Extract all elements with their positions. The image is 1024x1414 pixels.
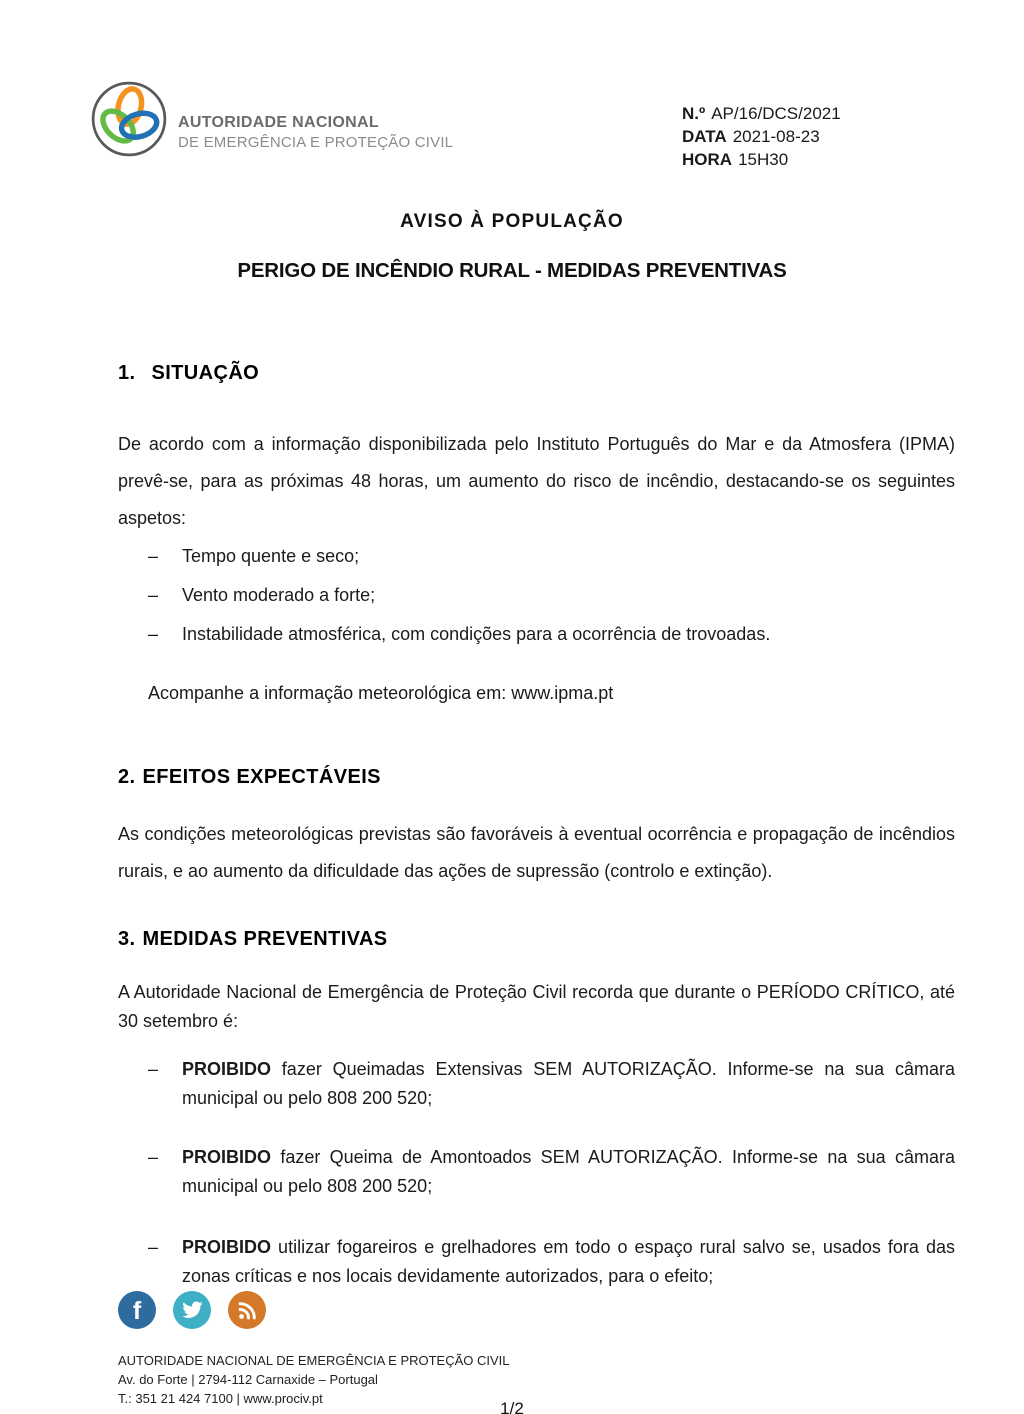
prohibition-keyword: PROIBIDO	[182, 1237, 272, 1257]
section-3-paragraph: A Autoridade Nacional de Emergência de Proteção Civil recorda que durante o PERÍODO CRÍTICO, até 30 setembro é:	[118, 982, 955, 1031]
bullet-text: Tempo quente e seco;	[182, 546, 360, 566]
meta-number-row	[682, 102, 841, 125]
section-3-number: 3.	[118, 928, 136, 950]
list-item	[118, 615, 955, 654]
document-subtitle: PERIGO DE INCÊNDIO RURAL - MEDIDAS PREVENTIVAS	[237, 259, 787, 282]
facebook-icon[interactable]	[118, 1291, 156, 1329]
dash-bullet-icon: –	[148, 624, 159, 644]
prociv-link[interactable]: www.prociv.pt	[243, 1391, 323, 1406]
org-name-line2: DE EMERGÊNCIA E PROTEÇÃO CIVIL	[178, 134, 454, 151]
section-1-title: SITUAÇÃO	[151, 362, 260, 384]
dash-bullet-icon: –	[148, 585, 159, 605]
section-3-title: MEDIDAS PREVENTIVAS	[142, 928, 388, 950]
meta-date-row	[682, 125, 841, 148]
ipma-link[interactable]: www.ipma.pt	[511, 683, 614, 703]
list-item	[118, 576, 955, 615]
meta-time-label: HORA	[682, 150, 733, 169]
meta-time-value: 15H30	[738, 150, 789, 169]
bullet-text: Instabilidade atmosférica, com condições para a ocorrência de trovoadas.	[182, 624, 771, 644]
trefoil-knot-icon	[90, 80, 168, 158]
page-number: 1/2	[500, 1399, 524, 1414]
org-name	[178, 113, 453, 153]
prohibition-text: utilizar fogareiros e grelhadores em todo o espaço rural salvo se, usados fora das zonas críticas e nos locais devidamente autorizados, para o efeito;	[182, 1237, 955, 1286]
prohibition-item	[118, 1143, 955, 1201]
section-1-heading	[118, 360, 955, 386]
org-name-line1: AUTORIDADE NACIONAL	[178, 114, 379, 131]
document-title: AVISO À POPULAÇÃO	[400, 211, 624, 232]
prohibition-keyword: PROIBIDO	[182, 1059, 272, 1079]
dash-bullet-icon: –	[148, 1147, 159, 1167]
section-1-paragraph: De acordo com a informação disponibilizada pelo Instituto Português do Mar e da Atmosfera (IPMA) prevê-se, para as próximas 48 horas, um aumento do risco de incêndio, destacando-se os seguintes aspetos:	[118, 434, 955, 528]
list-item	[118, 537, 955, 576]
section-2-heading	[118, 764, 955, 790]
dash-bullet-icon: –	[148, 546, 159, 566]
prohibition-text: fazer Queima de Amontoados SEM AUTORIZAÇÃO. Informe-se na sua câmara municipal ou pelo 808 200 520;	[182, 1147, 955, 1196]
section-3-heading	[118, 926, 955, 952]
dash-bullet-icon: –	[148, 1059, 159, 1079]
document-meta	[682, 102, 841, 171]
dash-bullet-icon: –	[148, 1237, 159, 1257]
footer-phone: T.: 351 21 424 7100 |	[118, 1391, 244, 1406]
footer-address: Av. do Forte | 2794-112 Carnaxide – Portugal	[118, 1372, 378, 1387]
facebook-letter: f	[132, 1297, 142, 1325]
section-2-paragraph: As condições meteorológicas previstas são favoráveis à eventual ocorrência e propagação de incêndios rurais, e ao aumento da dificuldade das ações de supressão (controlo e extinção).	[118, 824, 955, 881]
social-links	[118, 1291, 283, 1329]
anepc-logo	[90, 80, 168, 158]
prohibition-item	[118, 1055, 955, 1113]
note-text: Acompanhe a informação meteorológica em:	[148, 683, 512, 703]
bullet-text: Vento moderado a forte;	[182, 585, 376, 605]
document-body	[118, 360, 955, 1291]
footer-org-name: AUTORIDADE NACIONAL DE EMERGÊNCIA E PROTEÇÃO CIVIL	[118, 1353, 510, 1368]
section-2-number: 2.	[118, 766, 136, 788]
meta-number-value: AP/16/DCS/2021	[711, 104, 841, 123]
twitter-bird-icon	[181, 1299, 203, 1321]
section-1-bullet-list	[118, 537, 955, 654]
twitter-icon[interactable]	[173, 1291, 211, 1329]
section-1-number: 1.	[118, 362, 136, 384]
weather-info-note	[148, 674, 955, 712]
section-2-title: EFEITOS EXPECTÁVEIS	[142, 766, 381, 788]
rss-icon[interactable]	[228, 1291, 266, 1329]
meta-date-value: 2021-08-23	[732, 127, 820, 146]
meta-number-label: N.º	[682, 104, 706, 123]
prohibition-item	[118, 1233, 955, 1291]
prohibition-text: fazer Queimadas Extensivas SEM AUTORIZAÇÃO. Informe-se na sua câmara municipal ou pelo 808 200 520;	[182, 1059, 955, 1108]
rss-waves-icon	[237, 1300, 258, 1321]
prohibition-keyword: PROIBIDO	[182, 1147, 272, 1167]
meta-date-label: DATA	[682, 127, 727, 146]
meta-time-row	[682, 148, 841, 171]
